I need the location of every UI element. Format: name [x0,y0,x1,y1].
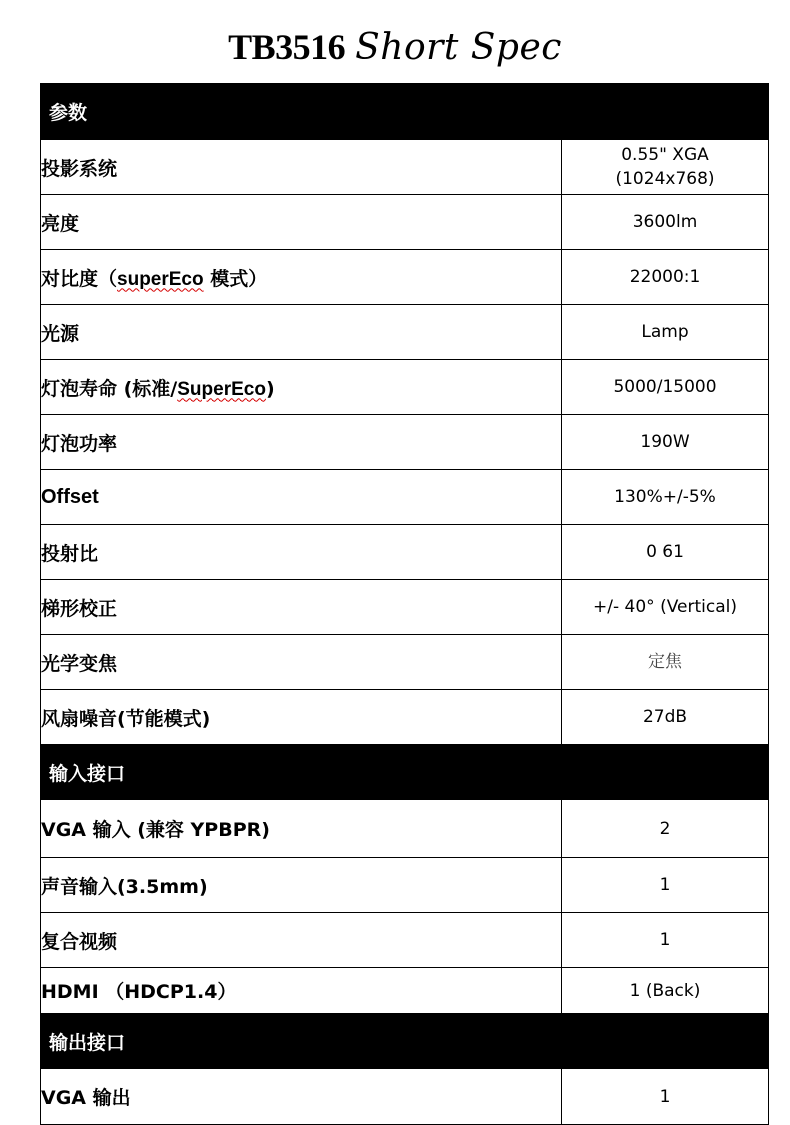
page-title [0,26,790,80]
row-label [41,250,562,305]
table-row [41,305,769,360]
table-row [41,140,769,195]
table-row [41,968,769,1014]
table-row [41,525,769,580]
row-value: 1 (Back) [562,968,769,1014]
row-label: 灯泡功率 [41,415,562,470]
row-label: VGA 输入 (兼容 YPBPR) [41,800,562,858]
row-label-spellcheck: superEco [117,268,204,290]
row-label: 梯形校正 [41,580,562,635]
row-label: 光学变焦 [41,635,562,690]
row-label: 风扇噪音(节能模式) [41,690,562,745]
row-value: 1 [562,858,769,913]
section-header-label: 参数 [41,84,769,140]
row-value: 5000/15000 [562,360,769,415]
table-row [41,470,769,525]
table-row [41,913,769,968]
row-value-line2: (1024x768) [615,169,715,189]
section-header-blank [562,1014,769,1069]
row-label: 光源 [41,305,562,360]
row-value: +/- 40° (Vertical) [562,580,769,635]
table-row [41,690,769,745]
table-row [41,195,769,250]
row-label-post: ) [265,377,275,400]
row-label [41,360,562,415]
spec-table [40,83,769,1125]
section-header-label: 输出接口 [41,1014,562,1069]
row-label: 声音输入(3.5mm) [41,858,562,913]
row-value [562,140,769,195]
title-subtitle: Short Spec [355,27,562,68]
table-row [41,800,769,858]
row-label: 投射比 [41,525,562,580]
row-value: 2 [562,800,769,858]
row-value: 27dB [562,690,769,745]
row-value: 22000:1 [562,250,769,305]
row-label: 亮度 [41,195,562,250]
row-label: HDMI （HDCP1.4） [41,968,562,1014]
table-row [41,635,769,690]
row-value: 190W [562,415,769,470]
table-row [41,1069,769,1125]
row-label: VGA 输出 [41,1069,562,1125]
table-row [41,858,769,913]
row-value: 130%+/-5% [562,470,769,525]
row-value: 3600lm [562,195,769,250]
row-value: 1 [562,1069,769,1125]
row-value: 0 61 [562,525,769,580]
row-label-pre: 对比度（ [41,267,118,290]
section-header-blank [562,745,769,800]
table-row [41,250,769,305]
row-label: Offset [41,470,562,525]
row-label-post: 模式） [203,267,268,290]
row-value: Lamp [562,305,769,360]
row-value-line1: 0.55" XGA [621,145,709,165]
table-row [41,415,769,470]
title-model: TB3516 [228,27,346,67]
row-value: 定焦 [562,635,769,690]
row-label-pre: 灯泡寿命 (标准/ [41,377,178,400]
table-row [41,580,769,635]
row-value: 1 [562,913,769,968]
section-header-outputs [41,1014,769,1069]
section-header-inputs [41,745,769,800]
section-header-params [41,84,769,140]
row-label-spellcheck: SuperEco [177,378,266,400]
section-header-label: 输入接口 [41,745,562,800]
row-label: 投影系统 [41,140,562,195]
row-label: 复合视频 [41,913,562,968]
table-row [41,360,769,415]
